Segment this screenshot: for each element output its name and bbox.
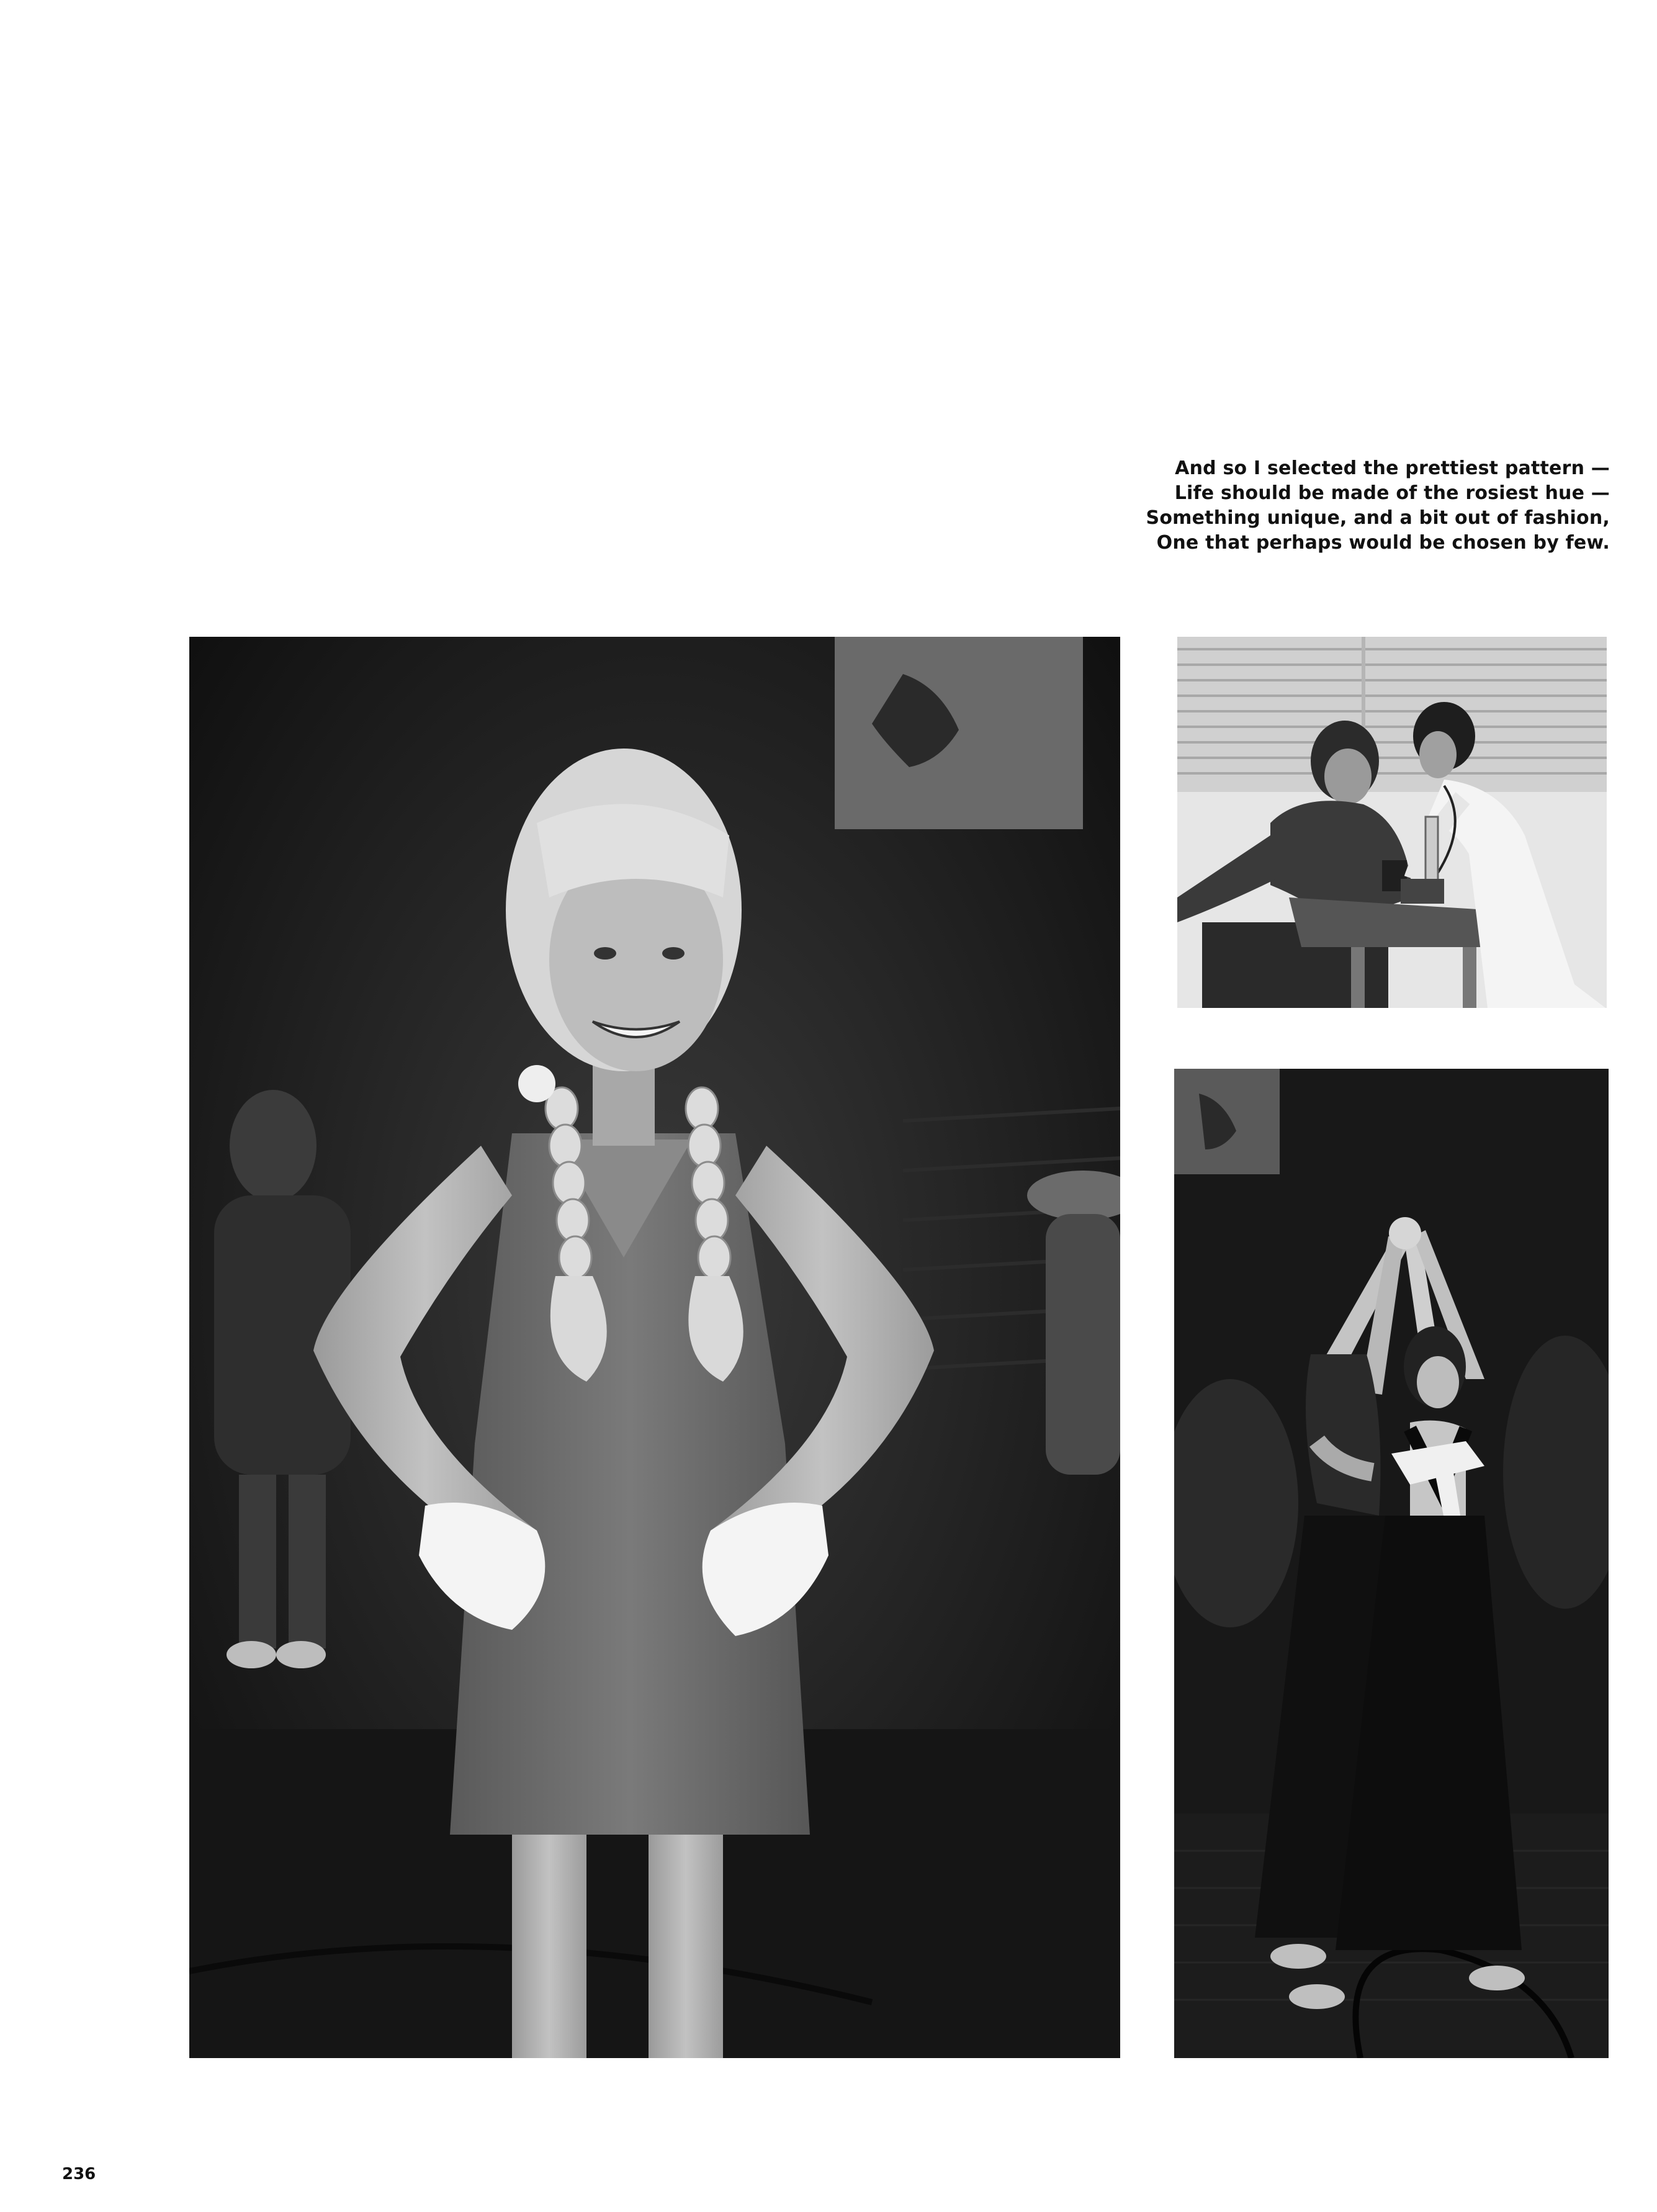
poem-line-3: Something unique, and a bit out of fashion,	[1146, 507, 1610, 529]
poem-line-1: And so I selected the prettiest pattern —	[1175, 457, 1610, 479]
poem-block	[1051, 456, 1610, 555]
poem-line-4: One that perhaps would be chosen by few.	[1156, 532, 1610, 554]
dancers-graphic	[1174, 1069, 1609, 2058]
blood-pressure-graphic	[1177, 637, 1607, 1008]
main-photo-graphic	[189, 637, 1120, 2058]
page-number: 236	[62, 2165, 96, 2183]
photo-dancers	[1174, 1069, 1609, 2058]
main-photo-cheerleader	[189, 637, 1120, 2058]
poem-line-2: Life should be made of the rosiest hue —	[1174, 482, 1610, 504]
photo-blood-pressure	[1177, 637, 1607, 1008]
